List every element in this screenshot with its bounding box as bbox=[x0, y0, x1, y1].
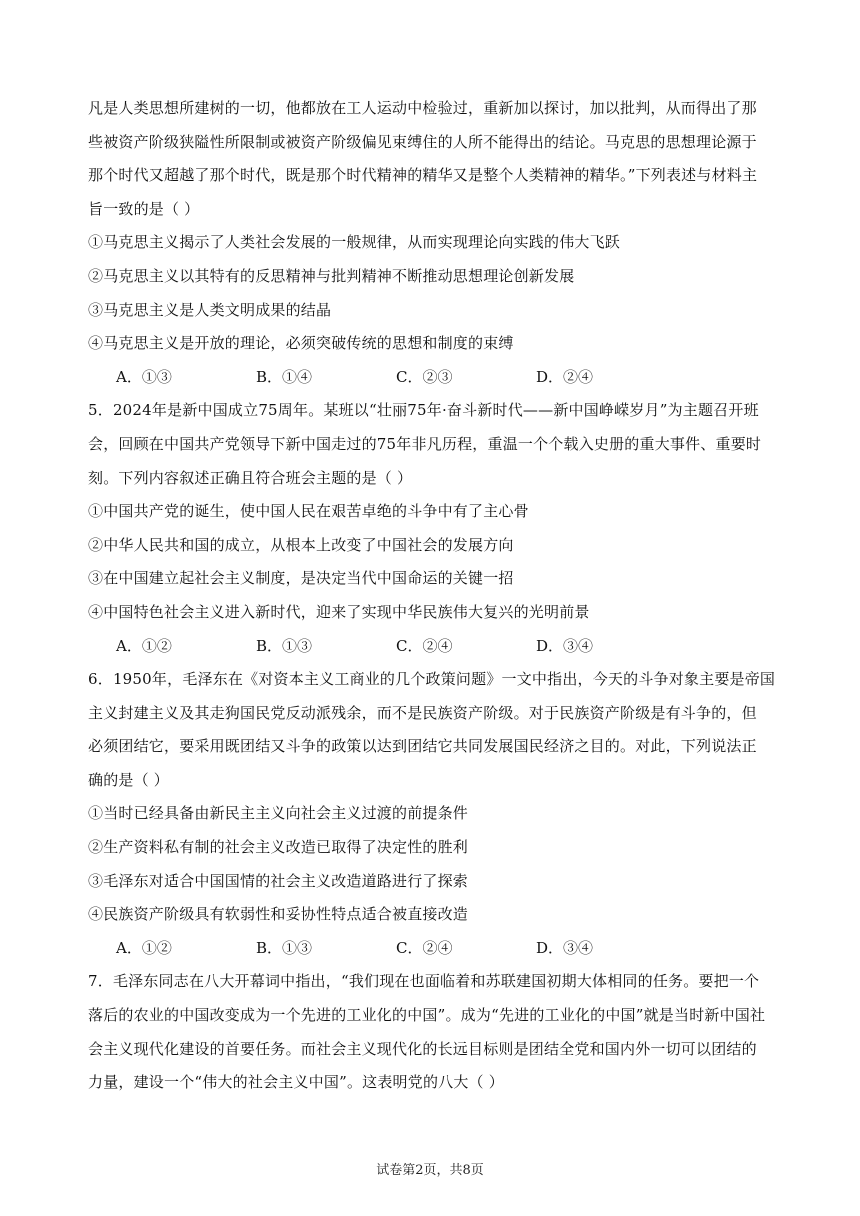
q5-choice-c: C．②④ bbox=[396, 636, 453, 655]
q5-option: ④中国特色社会主义进入新时代，迎来了实现中华民族伟大复兴的光明前景 bbox=[88, 602, 590, 621]
q6-stem-line: 主义封建主义及其走狗国民党反动派残余，而不是民族资产阶级。对于民族资产阶级是有斗争的，但 bbox=[88, 703, 757, 722]
q5-option: ①中国共产党的诞生，使中国人民在艰苦卓绝的斗争中有了主心骨 bbox=[88, 502, 529, 521]
page-footer: 试卷第2页，共8页 bbox=[376, 1163, 484, 1178]
q5-choice-b: B．①③ bbox=[256, 636, 313, 655]
q4-choice-b: B．①④ bbox=[256, 367, 313, 386]
q4-choice-a: A．①③ bbox=[116, 367, 172, 386]
q4-choices bbox=[88, 361, 778, 395]
page-content bbox=[88, 92, 778, 1100]
q6-stem-line: 6．1950年，毛泽东在《对资本主义工商业的几个政策问题》一文中指出，今天的斗争对象主要是帝国 bbox=[88, 670, 776, 689]
q7-stem-line: 会主义现代化建设的首要任务。而社会主义现代化的长远目标则是团结全党和国内外一切可以团结的 bbox=[88, 1039, 757, 1058]
q6-choice-b: B．①③ bbox=[256, 938, 313, 957]
q4-option: ③马克思主义是人类文明成果的结晶 bbox=[88, 300, 332, 319]
q4-option: ④马克思主义是开放的理论，必须突破传统的思想和制度的束缚 bbox=[88, 334, 514, 353]
q6-option: ①当时已经具备由新民主主义向社会主义过渡的前提条件 bbox=[88, 804, 469, 823]
q4-option: ①马克思主义揭示了人类社会发展的一般规律，从而实现理论向实践的伟大飞跃 bbox=[88, 233, 621, 252]
q6-choices bbox=[88, 932, 778, 966]
q4-choice-c: C．②③ bbox=[396, 367, 453, 386]
q5-option: ②中华人民共和国的成立，从根本上改变了中国社会的发展方向 bbox=[88, 535, 514, 554]
q7-stem-line: 力量，建设一个“伟大的社会主义中国”。这表明党的八大（ ） bbox=[88, 1073, 504, 1092]
q6-stem-line: 确的是（ ） bbox=[88, 770, 169, 789]
q6-option: ③毛泽东对适合中国国情的社会主义改造道路进行了探索 bbox=[88, 871, 469, 890]
q5-option: ③在中国建立起社会主义制度，是决定当代中国命运的关键一招 bbox=[88, 569, 514, 588]
q6-choice-a: A．①② bbox=[116, 938, 172, 957]
q6-stem-line: 必须团结它，要采用既团结又斗争的政策以达到团结它共同发展国民经济之目的。对此，下列说法正 bbox=[88, 737, 757, 756]
q7-stem-line: 7．毛泽东同志在八大开幕词中指出，“我们现在也面临着和苏联建国初期大体相同的任务。要把一个 bbox=[88, 972, 760, 991]
q7-stem-line: 落后的农业的中国改变成为一个先进的工业化的中国”。成为“先进的工业化的中国”就是当时新中国社 bbox=[88, 1006, 766, 1025]
q5-stem-line: 会，回顾在中国共产党领导下新中国走过的75年非凡历程，重温一个个载入史册的重大事件、重要时 bbox=[88, 434, 762, 453]
q5-choice-a: A．①② bbox=[116, 636, 172, 655]
q4-stem-line: 那个时代又超越了那个时代，既是那个时代精神的精华又是整个人类精神的精华。”下列表述与材料主 bbox=[88, 166, 758, 185]
q4-choice-d: D．②④ bbox=[536, 367, 594, 386]
q4-stem-line: 旨一致的是（ ） bbox=[88, 199, 200, 218]
q4-option: ②马克思主义以其特有的反思精神与批判精神不断推动思想理论创新发展 bbox=[88, 266, 575, 285]
q5-choices bbox=[88, 630, 778, 664]
q5-stem-line: 刻。下列内容叙述正确且符合班会主题的是（ ） bbox=[88, 468, 413, 487]
q5-stem-line: 5．2024年是新中国成立75周年。某班以“壮丽75年·奋斗新时代——新中国峥嵘岁月”为主题召开班 bbox=[88, 401, 759, 420]
q6-choice-d: D．③④ bbox=[536, 938, 594, 957]
q6-choice-c: C．②④ bbox=[396, 938, 453, 957]
q6-option: ②生产资料私有制的社会主义改造已取得了决定性的胜利 bbox=[88, 838, 469, 857]
q6-option: ④民族资产阶级具有软弱性和妥协性特点适合被直接改造 bbox=[88, 905, 469, 924]
q4-stem-line: 些被资产阶级狭隘性所限制或被资产阶级偏见束缚住的人所不能得出的结论。马克思的思想理论源于 bbox=[88, 132, 757, 151]
q4-stem-line: 凡是人类思想所建树的一切，他都放在工人运动中检验过，重新加以探讨，加以批判，从而得出了那 bbox=[88, 99, 757, 117]
q5-choice-d: D．③④ bbox=[536, 636, 594, 655]
